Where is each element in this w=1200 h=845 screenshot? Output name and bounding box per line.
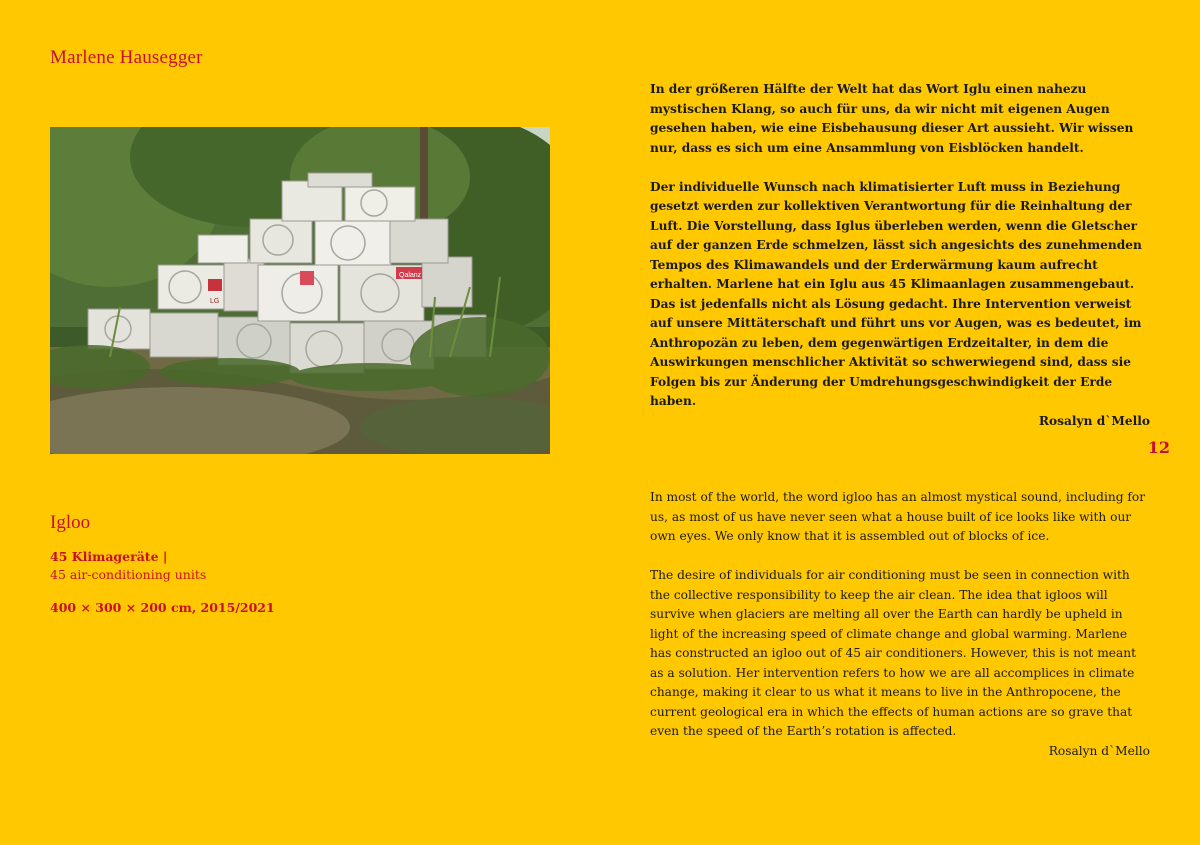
german-paragraph: Der individuelle Wunsch nach klimatisierter Luft muss in Beziehung gesetzt werden zur kollektiven Verantwortung für die Reinhaltung der Luft. Die Vorstellung, dass Iglus überleben werden, wenn die Gletscher auf der ganzen Erde schmelzen, lässt sich angesichts des zunehmenden Tempos des Klimawandels und der Erderwärmung kaum aufrecht erhalten. Marlene hat ein Iglu aus 45 Klimaanlagen zusammengebaut. Das ist jedenfalls nicht als Lösung gedacht. Ihre Intervention verweist auf unsere Mittäterschaft und führt uns vor Augen, was es bedeutet, im Anthropozän zu leben, dem gegenwärtigen Erdzeitalter, in dem die Auswirkungen menschlicher Aktivität so schwerwiegend sind, dass sie Folgen bis zur Änderung der Umdrehungsgeschwindigkeit der Erde haben. [650, 179, 1142, 408]
english-paragraph: In most of the world, the word igloo has an almost mystical sound, including for us, as most of us have never seen what a house built of ice looks like with our own eyes. We only know that it is assembled out of blocks of ice. [650, 490, 1146, 543]
lg-logo: LG [210, 298, 220, 305]
german-paragraph: In der größeren Hälfte der Welt hat das Wort Iglu einen nahezu mystischen Klang, so auch für uns, da wir nicht mit eigenen Augen gesehen haben, wie eine Eisbehausung dieser Art aussieht. Wir wissen nur, dass es sich um eine Ansammlung von Eisblöcken handelt. [650, 82, 1134, 155]
work-dimensions: 400 × 300 × 200 cm, 2015/2021 [50, 600, 275, 615]
qalanz-sticker: Qalanz [399, 272, 422, 279]
artwork-photo [50, 127, 550, 454]
work-material-de: 45 Klimageräte | [50, 549, 168, 564]
artist-name: Marlene Hausegger [50, 47, 203, 68]
page-number: 12 [1147, 438, 1170, 457]
work-material-en: 45 air-conditioning units [50, 567, 207, 582]
german-author: Rosalyn d`Mello [1038, 413, 1150, 428]
english-paragraph: The desire of individuals for air conditioning must be seen in connection with the collective responsibility to keep the air clean. The idea that igloos will survive when glaciers are melting all over the Earth can hardly be upheld in light of the increasing speed of climate change and global warming. Marlene has constructed an igloo out of 45 air conditioners. However, this is not meant as a solution. Her intervention refers to how we are all accomplices in climate change, making it clear to us what it means to live in the Anthropocene, the current geological era in which the effects of human actions are so grave that even the speed of the Earth’s rotation is affected. [650, 568, 1136, 738]
work-title: Igloo [50, 512, 91, 533]
german-text-block [650, 80, 1150, 431]
english-author: Rosalyn d`Mello [1048, 743, 1150, 758]
english-text-block [650, 488, 1150, 761]
